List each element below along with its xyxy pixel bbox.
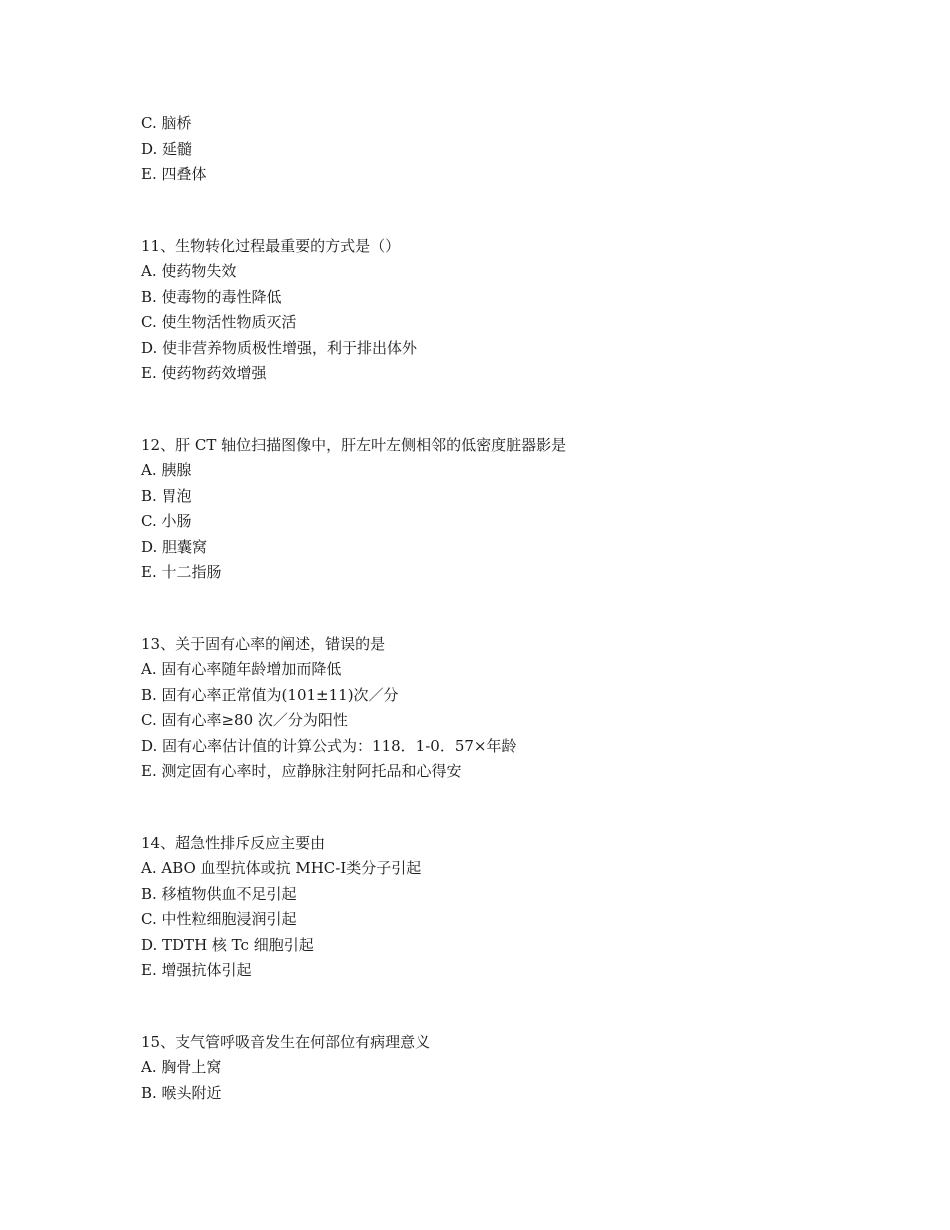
option-b: B. 胃泡 — [141, 486, 192, 505]
option-e: E. 使药物药效增强 — [141, 364, 267, 382]
option-b: B. 移植物供血不足引起 — [141, 884, 297, 903]
question-11 — [141, 234, 841, 387]
spacer — [141, 984, 841, 1030]
spacer — [141, 785, 841, 831]
option-b: B. 固有心率正常值为(101±11)次／分 — [141, 685, 399, 704]
option-c: C. 使生物活性物质灭活 — [141, 313, 297, 331]
option-a: A. 胸骨上窝 — [141, 1058, 222, 1076]
option-c: C. 小肠 — [141, 512, 192, 530]
question-15 — [141, 1030, 841, 1107]
option-e: E. 测定固有心率时，应静脉注射阿托品和心得安 — [141, 762, 462, 780]
option-a: A. ABO 血型抗体或抗 MHC-Ⅰ类分子引起 — [141, 859, 422, 877]
option-c: C. 脑桥 — [141, 114, 192, 132]
page-content — [141, 111, 841, 1106]
option-d: D. 胆囊窝 — [141, 537, 208, 556]
option-a: A. 固有心率随年龄增加而降低 — [141, 660, 342, 678]
option-e: E. 四叠体 — [141, 165, 207, 183]
carryover-options — [141, 111, 841, 188]
option-b: B. 使毒物的毒性降低 — [141, 287, 282, 306]
option-d: D. 使非营养物质极性增强，利于排出体外 — [141, 338, 418, 357]
option-a: A. 胰腺 — [141, 461, 192, 479]
question-title: 13、关于固有心率的阐述，错误的是 — [141, 634, 386, 653]
option-a: A. 使药物失效 — [141, 262, 237, 280]
question-title: 15、支气管呼吸音发生在何部位有病理意义 — [141, 1032, 431, 1051]
question-title: 11、生物转化过程最重要的方式是（） — [141, 236, 401, 255]
question-title: 12、肝 CT 轴位扫描图像中，肝左叶左侧相邻的低密度脏器影是 — [141, 435, 567, 454]
option-e: E. 十二指肠 — [141, 563, 222, 581]
option-e: E. 增强抗体引起 — [141, 961, 252, 979]
option-b: B. 喉头附近 — [141, 1083, 222, 1102]
option-d: D. 延髓 — [141, 139, 193, 158]
question-14 — [141, 831, 841, 984]
spacer — [141, 188, 841, 234]
spacer — [141, 586, 841, 632]
question-12 — [141, 433, 841, 586]
option-d: D. TDTH 核 Tc 细胞引起 — [141, 935, 314, 954]
option-c: C. 固有心率≥80 次／分为阳性 — [141, 711, 348, 729]
option-d: D. 固有心率估计值的计算公式为：118．1-0．57×年龄 — [141, 736, 517, 755]
spacer — [141, 387, 841, 433]
option-c: C. 中性粒细胞浸润引起 — [141, 910, 297, 928]
question-title: 14、超急性排斥反应主要由 — [141, 833, 326, 852]
question-13 — [141, 632, 841, 785]
